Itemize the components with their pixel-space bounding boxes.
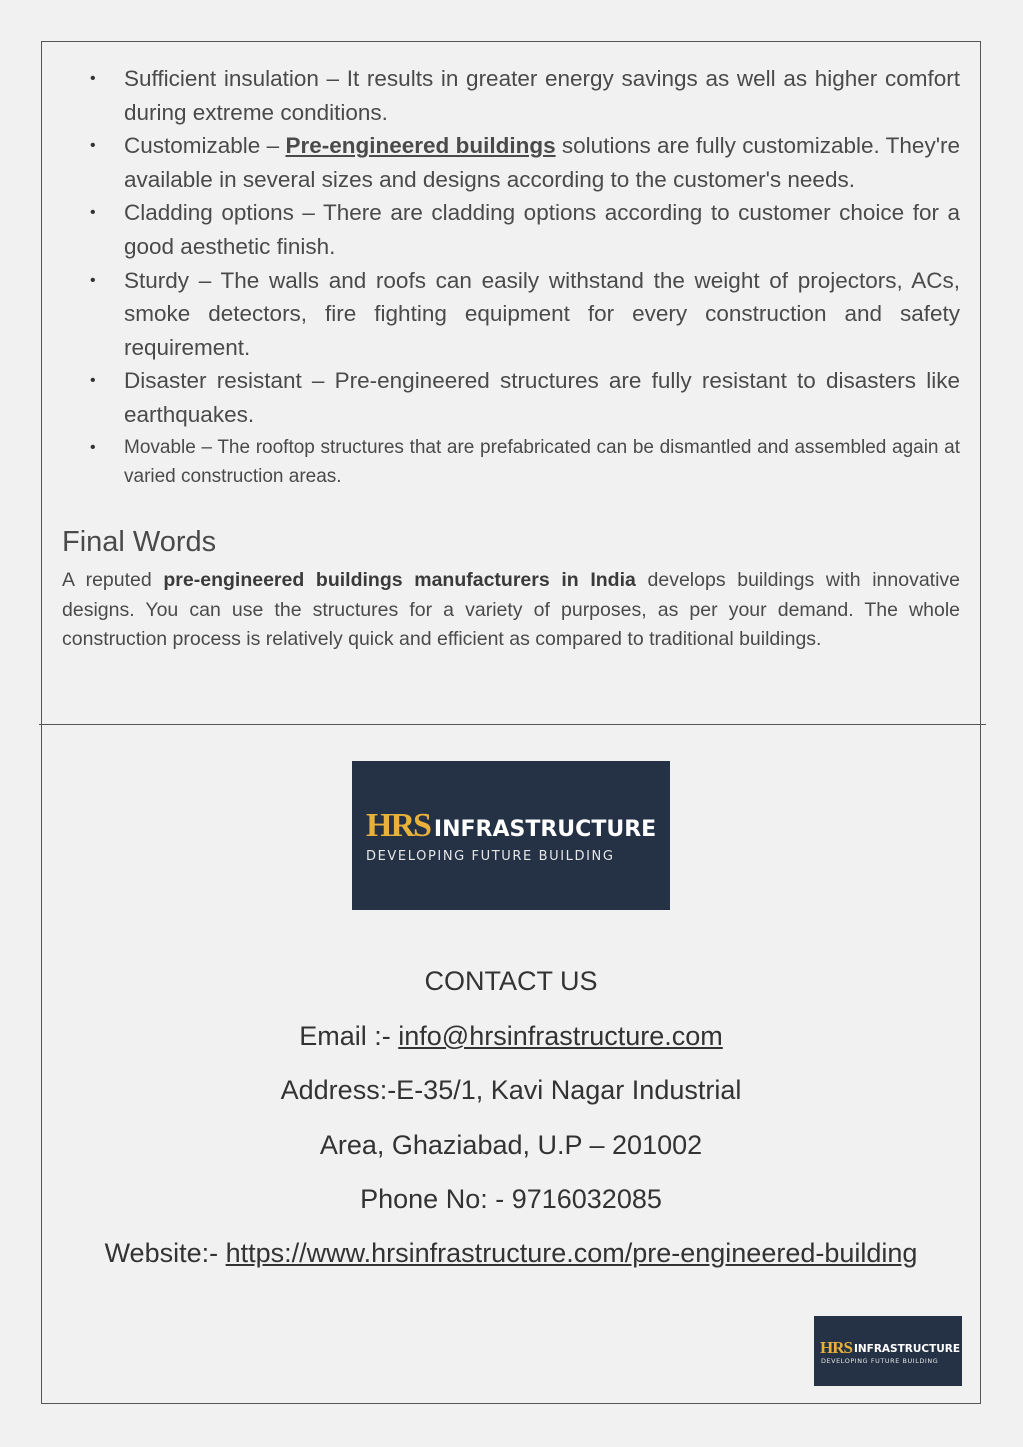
list-item-text: Sturdy – The walls and roofs can easily withstand the weight of projectors, ACs, smoke detectors, fire fighting equipment for every construction and safety requirement.: [124, 267, 960, 360]
paragraph-suffix: develops buildings with innovative designs. You can use the structures for a variety of purposes, as per your demand. The whole construction process is relatively quick and efficient as compared to traditional buildings.: [62, 569, 961, 651]
phone-line: Phone No: - 9716032085: [360, 1184, 662, 1214]
paragraph-prefix: A reputed: [62, 569, 164, 591]
address-line-1: Address:-E-35/1, Kavi Nagar Industrial: [280, 1075, 742, 1105]
logo-tagline: DEVELOPING FUTURE BUILDING: [366, 849, 615, 864]
company-logo-small: [814, 1316, 962, 1386]
final-words-heading: Final Words: [62, 526, 217, 558]
list-item-prefix: Customizable –: [124, 133, 286, 159]
list-item-suffix: solutions are fully customizable. They're available in several sizes and designs according to the customer's needs.: [124, 133, 961, 192]
company-logo: [352, 761, 670, 910]
list-item-text: Sufficient insulation – It results in greater energy savings as well as higher comfort during extreme conditions.: [124, 66, 960, 125]
email-label: Email :-: [299, 1021, 399, 1051]
logo-name: INFRASTRUCTURE: [853, 1343, 961, 1355]
logo-tagline: DEVELOPING FUTURE BUILDING: [821, 1357, 939, 1365]
website-label: Website:-: [104, 1238, 226, 1268]
logo-name: INFRASTRUCTURE: [433, 817, 657, 842]
section-divider: [39, 724, 986, 725]
email-link[interactable]: info@hrsinfrastructure.com: [398, 1021, 723, 1051]
list-item: [62, 433, 960, 492]
final-words-paragraph: [62, 566, 960, 655]
list-item: [62, 364, 960, 431]
paragraph-bold: pre-engineered buildings manufacturers in India: [163, 569, 636, 591]
pre-engineered-buildings-link[interactable]: Pre-engineered buildings: [285, 133, 556, 159]
list-item-text: Disaster resistant – Pre-engineered structures are fully resistant to disasters like earthquakes.: [124, 368, 960, 427]
list-item-text: Cladding options – There are cladding options according to customer choice for a good aesthetic finish.: [124, 200, 960, 259]
logo-mark: HRS: [366, 807, 430, 844]
website-link[interactable]: https://www.hrsinfrastructure.com/pre-engineered-building: [225, 1238, 918, 1268]
list-item: [62, 196, 960, 263]
list-item: [62, 62, 960, 129]
website-line: [41, 1238, 981, 1269]
contact-heading: CONTACT US: [424, 966, 598, 996]
contact-email-line: [41, 1021, 981, 1052]
logo-mark: HRS: [820, 1338, 852, 1357]
list-item: [62, 129, 960, 196]
list-item: [62, 264, 960, 365]
list-item-text: Movable – The rooftop structures that are prefabricated can be dismantled and assembled again at varied construction areas.: [124, 436, 960, 488]
feature-list: [62, 62, 960, 492]
address-line-2: Area, Ghaziabad, U.P – 201002: [319, 1130, 703, 1160]
